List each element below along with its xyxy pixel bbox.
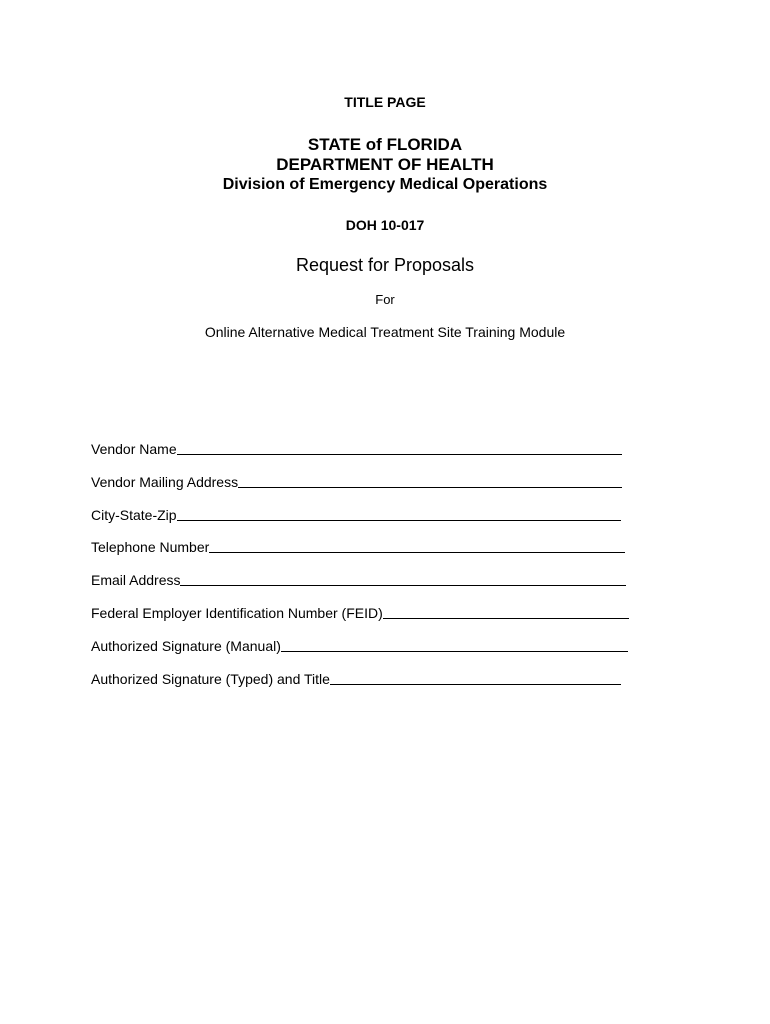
authorized-signature-typed-field[interactable] — [91, 669, 621, 687]
vendor-name-field[interactable] — [91, 439, 622, 457]
authorized-signature-typed-label: Authorized Signature (Typed) and Title — [91, 671, 330, 687]
department-name: DEPARTMENT OF HEALTH — [276, 155, 494, 174]
document-number: DOH 10-017 — [345, 217, 425, 233]
for-text: For — [375, 292, 395, 307]
email-address-label: Email Address — [91, 572, 181, 588]
vendor-name-label: Vendor Name — [91, 441, 177, 457]
state-name: STATE of FLORIDA — [307, 135, 463, 154]
feid-line[interactable] — [383, 617, 629, 619]
vendor-mailing-address-line[interactable] — [238, 486, 622, 488]
title-page-heading: TITLE PAGE — [344, 94, 426, 110]
email-address-field[interactable] — [91, 570, 626, 588]
authorized-signature-manual-label: Authorized Signature (Manual) — [91, 638, 281, 654]
module-title: Online Alternative Medical Treatment Site Training Module — [204, 324, 566, 340]
division-name: Division of Emergency Medical Operations — [222, 176, 548, 193]
authorized-signature-manual-line[interactable] — [281, 650, 628, 652]
authorized-signature-manual-field[interactable] — [91, 636, 628, 654]
city-state-zip-line[interactable] — [177, 519, 621, 521]
city-state-zip-field[interactable] — [91, 505, 621, 523]
city-state-zip-label: City-State-Zip — [91, 507, 177, 523]
telephone-number-field[interactable] — [91, 537, 625, 555]
request-heading: Request for Proposals — [295, 255, 475, 275]
telephone-number-label: Telephone Number — [91, 539, 210, 555]
feid-label: Federal Employer Identification Number (FEID) — [91, 605, 383, 621]
authorized-signature-typed-line[interactable] — [330, 683, 621, 685]
vendor-mailing-address-label: Vendor Mailing Address — [91, 474, 239, 490]
vendor-name-line[interactable] — [177, 453, 622, 455]
email-address-line[interactable] — [180, 584, 626, 586]
feid-field[interactable] — [91, 603, 629, 621]
telephone-number-line[interactable] — [209, 551, 625, 553]
vendor-mailing-address-field[interactable] — [91, 472, 622, 490]
